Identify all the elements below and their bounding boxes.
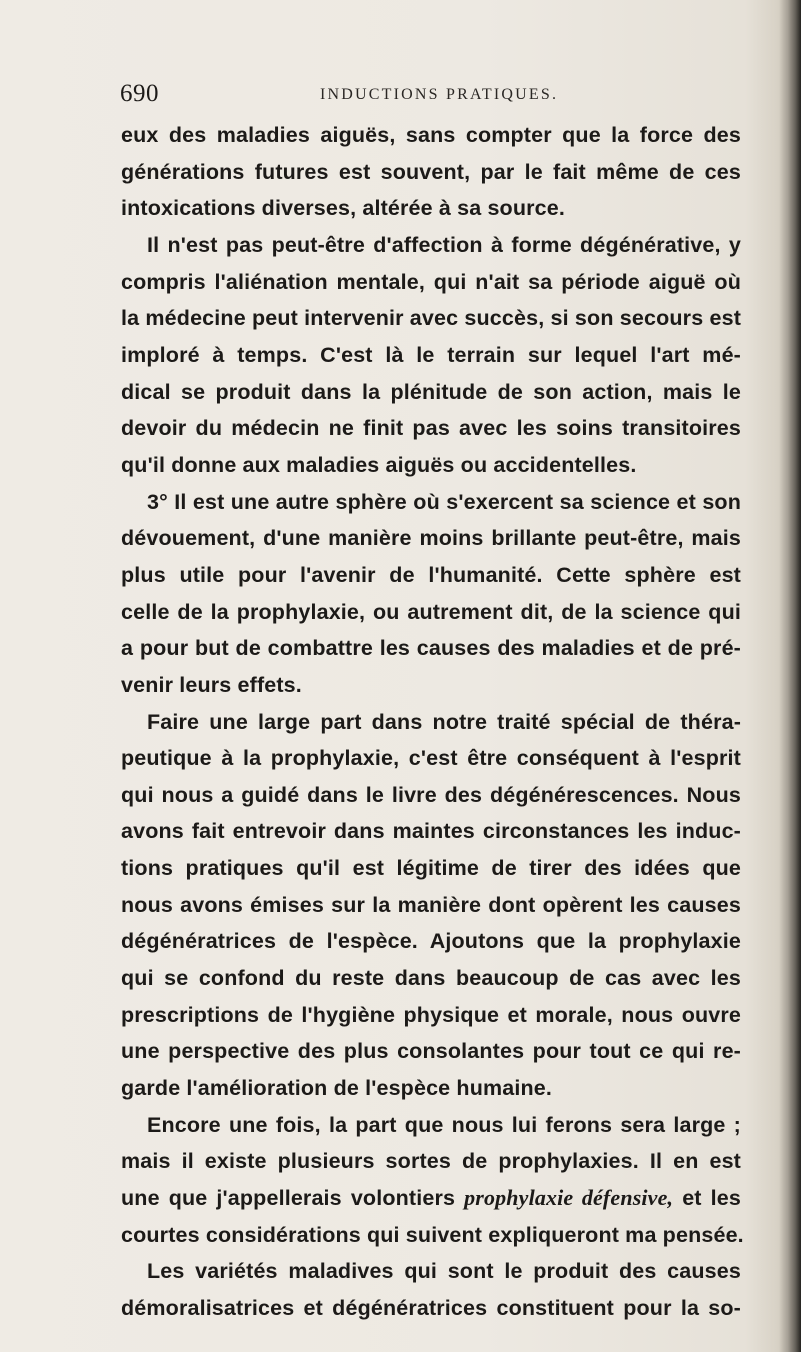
text-line: a pour but de combattre les causes des maladies et de pré-	[121, 636, 741, 661]
text-line: mais il existe plusieurs sortes de prophylaxies. Il en est	[121, 1149, 741, 1174]
text-run: une que j'appellerais volontiers	[121, 1186, 465, 1211]
text-line: dévouement, d'une manière moins brillante peut-être, mais	[121, 526, 741, 551]
text-line: imploré à temps. C'est là le terrain sur lequel l'art mé-	[121, 342, 741, 367]
text-line: une perspective des plus consolantes pour tout ce qui re-	[121, 1039, 741, 1064]
text-line: courtes considérations qui suivent expliqueront ma pensée.	[121, 1222, 744, 1247]
text-line: intoxications diverses, altérée à sa source.	[121, 196, 565, 221]
text-line: eux des maladies aiguës, sans compter que la force des	[121, 123, 741, 147]
text-line: 3° Il est une autre sphère où s'exercent sa science et son	[147, 489, 741, 514]
text-line: générations futures est souvent, par le fait même de ces	[121, 159, 741, 184]
text-line: dégénératrices de l'espèce. Ajoutons que la prophylaxie	[121, 929, 741, 954]
text-line: qu'il donne aux maladies aiguës ou accidentelles.	[121, 452, 637, 477]
text-line: Il n'est pas peut-être d'affection à forme dégénérative, y	[147, 232, 741, 257]
body-text	[121, 117, 744, 1327]
text-line: dical se produit dans la plénitude de son action, mais le	[121, 379, 741, 404]
text-line: peutique à la prophylaxie, c'est être conséquent à l'esprit	[121, 746, 741, 771]
text-line: Encore une fois, la part que nous lui ferons sera large ;	[147, 1112, 741, 1137]
page-number: 690	[120, 80, 159, 107]
page-header	[120, 80, 740, 110]
text-line-emphasis	[121, 1180, 741, 1217]
text-line: celle de la prophylaxie, ou autrement dit, de la science qui	[121, 599, 741, 624]
text-line: tions pratiques qu'il est légitime de tirer des idées que	[121, 856, 741, 881]
text-line: avons fait entrevoir dans maintes circonstances les induc-	[121, 819, 741, 844]
emphasis-text: prophylaxie défensive,	[464, 1185, 674, 1211]
text-run: et les	[673, 1186, 741, 1211]
text-line: Faire une large part dans notre traité spécial de théra-	[147, 709, 741, 734]
text-line: la médecine peut intervenir avec succès, si son secours est	[121, 306, 741, 331]
text-line: garde l'amélioration de l'espèce humaine.	[121, 1076, 552, 1101]
book-spine-shadow	[779, 0, 801, 1352]
text-line: devoir du médecin ne finit pas avec les soins transitoires	[121, 416, 741, 441]
text-line: venir leurs effets.	[121, 672, 302, 697]
text-line: démoralisatrices et dégénératrices constituent pour la so-	[121, 1296, 741, 1320]
text-line: compris l'aliénation mentale, qui n'ait sa période aiguë où	[121, 269, 741, 294]
text-line: nous avons émises sur la manière dont opèrent les causes	[121, 892, 741, 917]
text-line: qui se confond du reste dans beaucoup de cas avec les	[121, 966, 741, 991]
text-line: prescriptions de l'hygiène physique et morale, nous ouvre	[121, 1002, 741, 1027]
text-line: plus utile pour l'avenir de l'humanité. Cette sphère est	[121, 562, 741, 587]
running-head: INDUCTIONS PRATIQUES.	[320, 86, 559, 103]
text-line: qui nous a guidé dans le livre des dégénérescences. Nous	[121, 782, 741, 807]
text-line: Les variétés maladives qui sont le produit des causes	[147, 1259, 741, 1284]
